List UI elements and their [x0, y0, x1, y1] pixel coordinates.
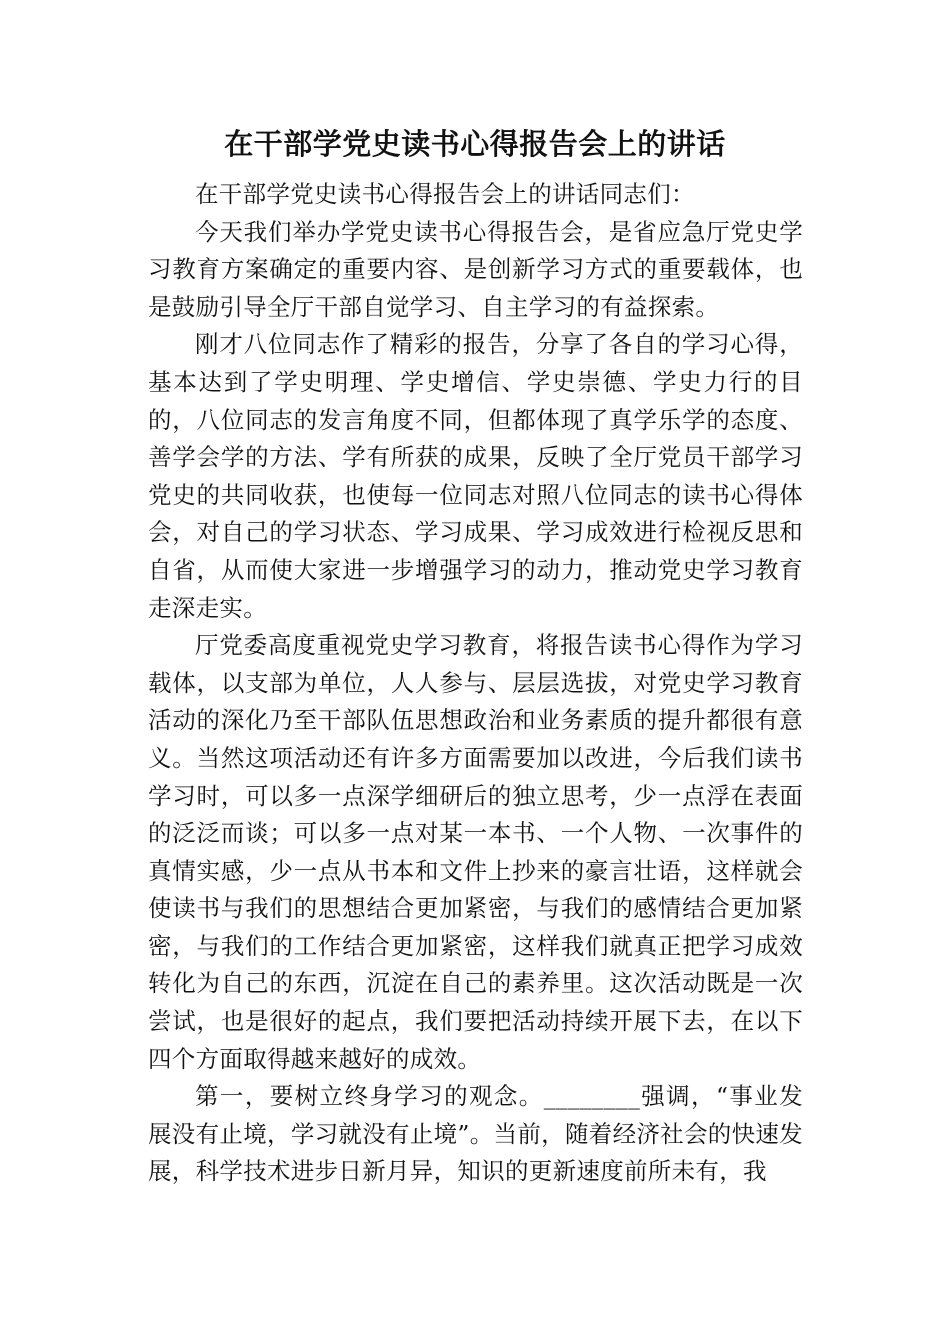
document-title: 在干部学党史读书心得报告会上的讲话 — [224, 127, 726, 161]
paragraph-activity-significance: 厅党委高度重视党史学习教育，将报告读书心得作为学习载体，以支部为单位，人人参与、层层选拔，对党史学习教育活动的深化乃至干部队伍思想政治和业务素质的提升都很有意义。当然这项活动还有许多方面需要加以改进，今后我们读书学习时，可以多一点深学细研后的独立思考，少一点浮在表面的泛泛而谈；可以多一点对某一本书、一个人物、一次事件的真情实感，少一点从书本和文件上抄来的豪言壮语，这样就会使读书与我们的思想结合更加紧密，与我们的感情结合更加紧密，与我们的工作结合更加紧密，这样我们就真正把学习成效转化为自己的东西，沉淀在自己的素养里。这次活动既是一次尝试，也是很好的起点，我们要把活动持续开展下去，在以下四个方面取得越来越好的成效。 — [148, 631, 803, 1073]
paragraph-opening: 今天我们举办学党史读书心得报告会，是省应急厅党史学习教育方案确定的重要内容、是创新学习方式的重要载体，也是鼓励引导全厅干部自觉学习、自主学习的有益探索。 — [148, 217, 803, 321]
paragraph-first-point: 第一，要树立终身学习的观念。________强调，“事业发展没有止境，学习就没有止境”。当前，随着经济社会的快速发展，科学技术进步日新月异，知识的更新速度前所未有，我 — [148, 1082, 803, 1186]
paragraph-salutation: 在干部学党史读书心得报告会上的讲话同志们： — [195, 180, 695, 208]
document-page — [148, 118, 803, 1191]
paragraph-reports-review: 刚才八位同志作了精彩的报告，分享了各自的学习心得，基本达到了学史明理、学史增信、学史崇德、学史力行的目的，八位同志的发言角度不同，但都体现了真学乐学的态度、善学会学的方法、学有所获的成果，反映了全厅党员干部学习党史的共同收获，也使每一位同志对照八位同志的读书心得体会，对自己的学习状态、学习成果、学习成效进行检视反思和自省，从而使大家进一步增强学习的动力，推动党史学习教育走深走实。 — [148, 330, 803, 622]
